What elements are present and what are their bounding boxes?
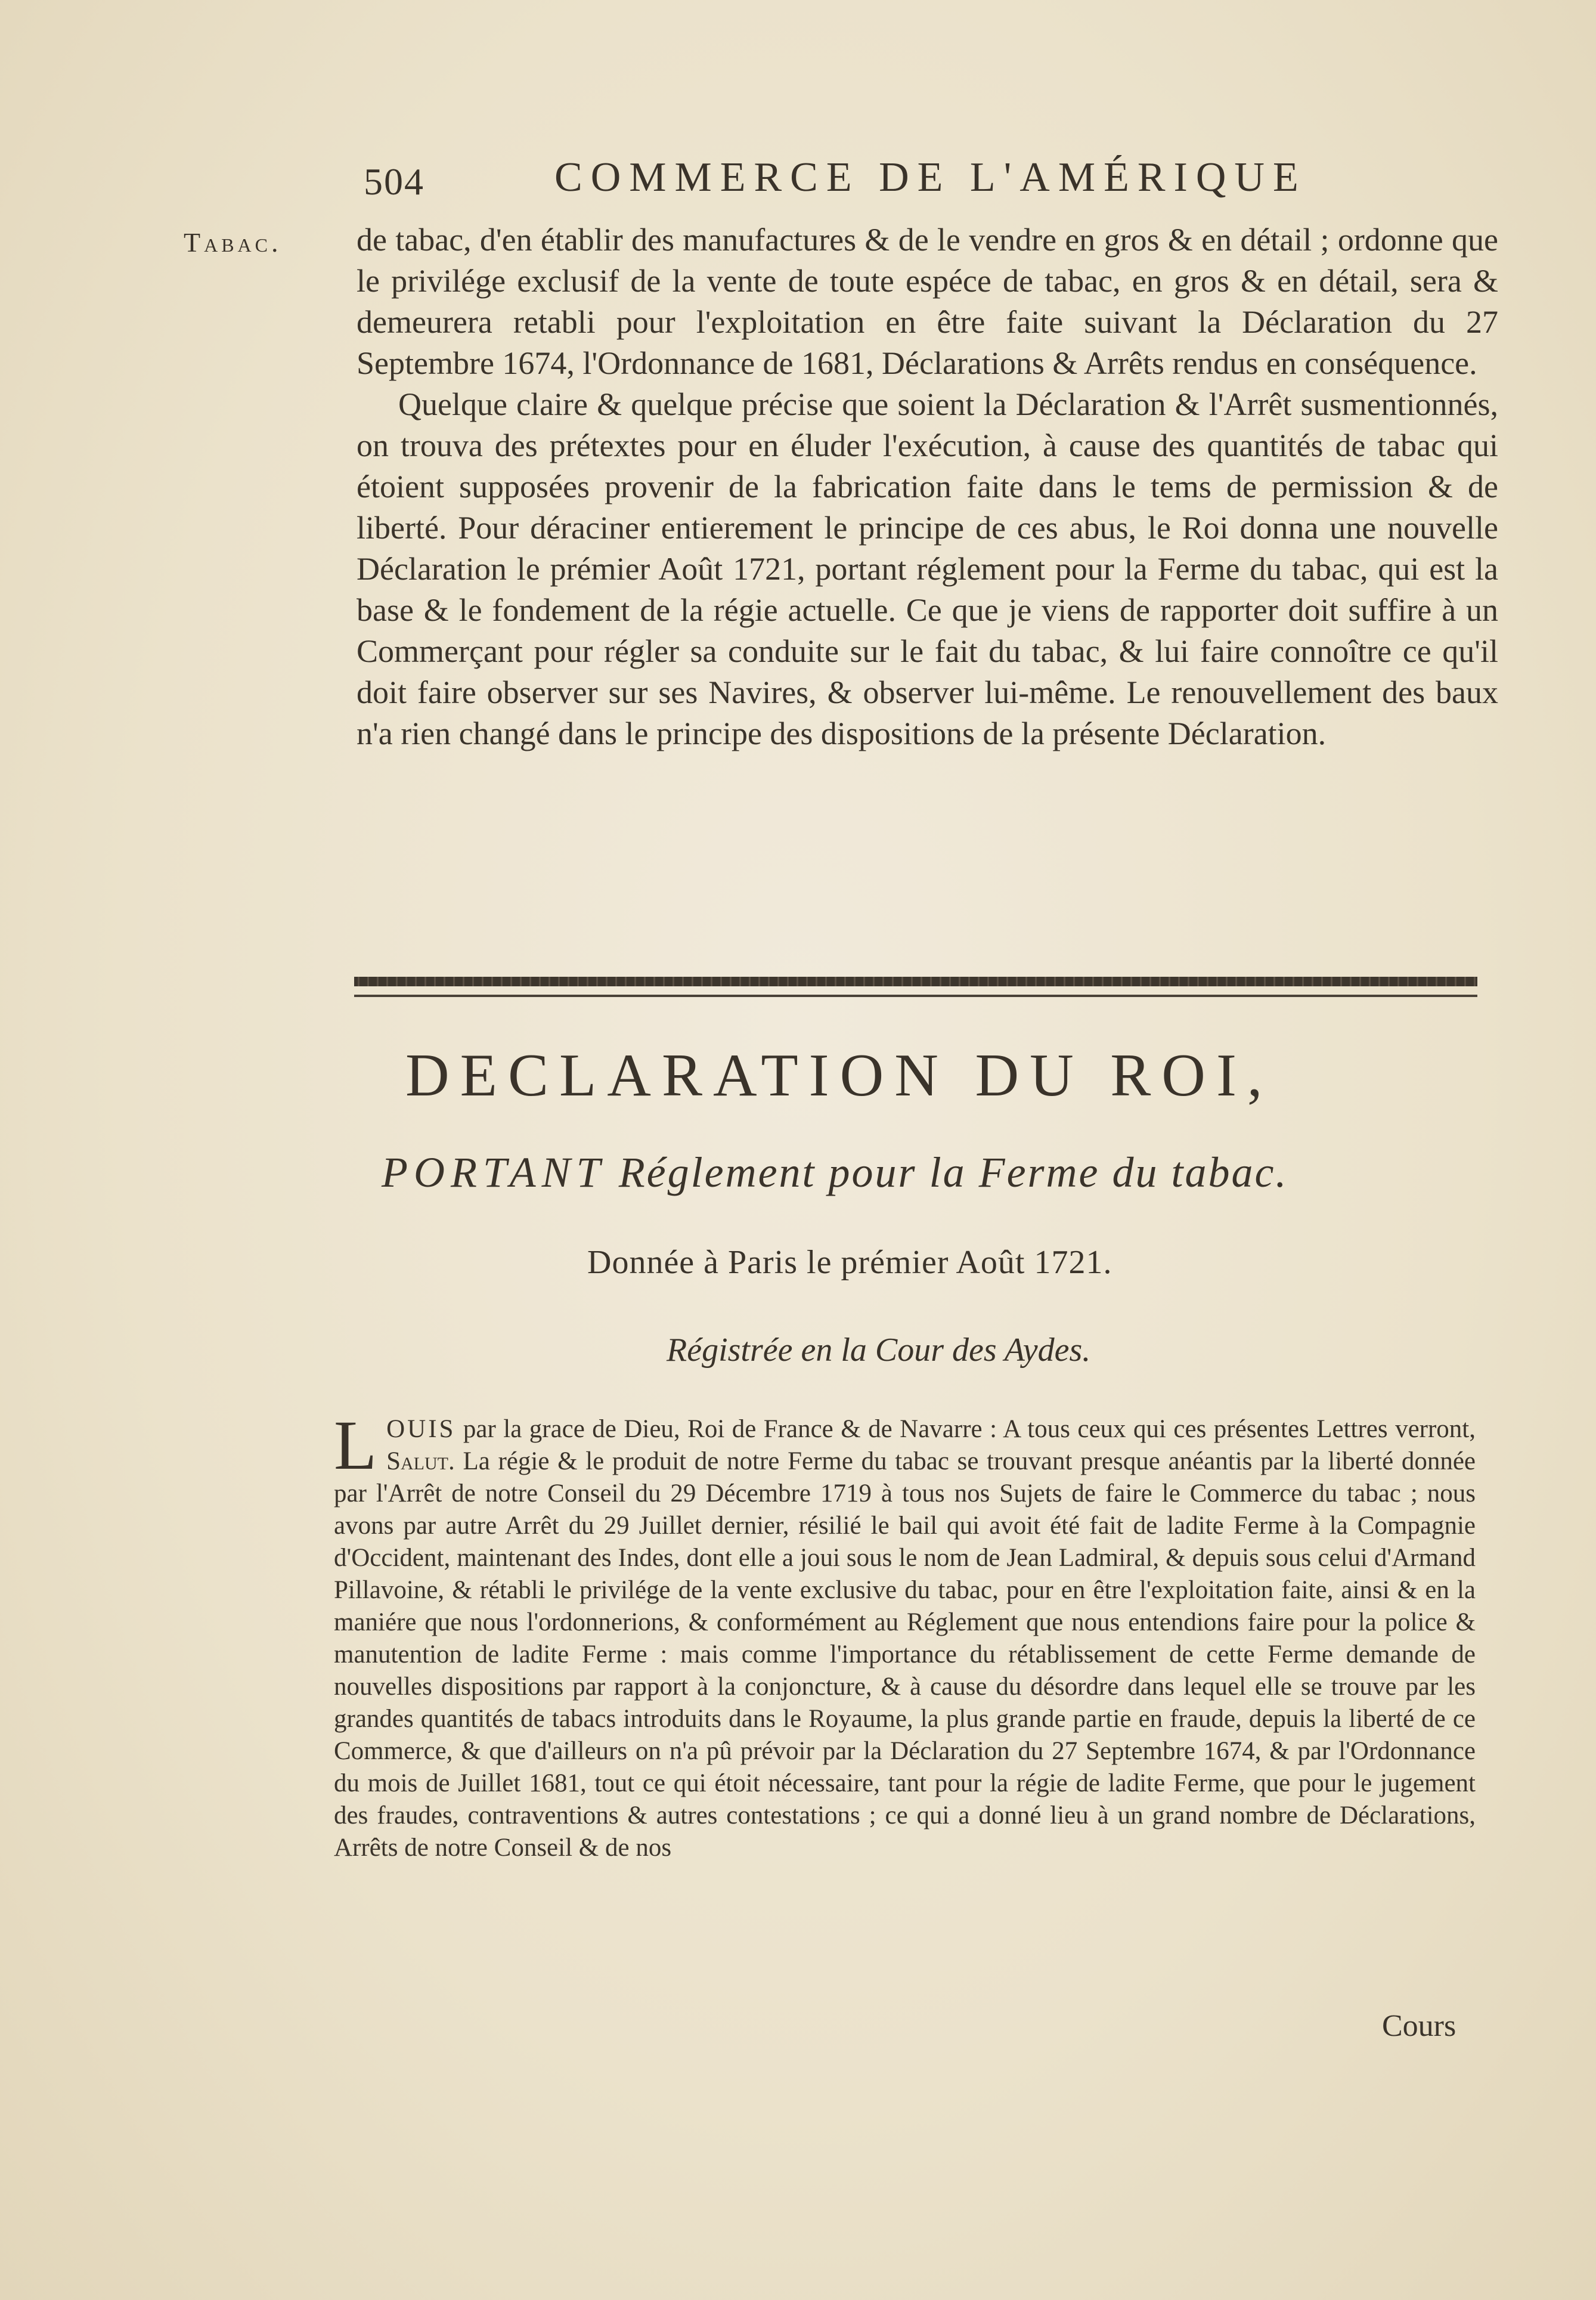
- margin-note: Tabac.: [184, 227, 282, 258]
- drop-cap: L: [334, 1406, 377, 1484]
- paragraph-1: de tabac, d'en établir des manufactures & de le vendre en gros & en détail ; ordonne que le privilége exclusif de la vente de toute espéce de tabac, en gros & en détail, sera & demeurera retabli pour l'exploitation en être faite suivant la Déclaration du 27 Septembre 1674, l'Ordonnance de 1681, Déclarations & Arrêts rendus en conséquence.: [357, 222, 1498, 381]
- declaration-body: [334, 1406, 1476, 1864]
- lead-word: OUIS: [386, 1415, 456, 1443]
- declaration-date: Donnée à Paris le prémier Août 1721.: [587, 1244, 1112, 1281]
- body-text-b: La régie & le produit de notre Ferme du tabac se trouvant presque anéantis par la liberté donnée par l'Arrêt de notre Conseil du 29 Décembre 1719 à tous nos Sujets de faire le Commerce du tabac ; nous avons par autre Arrêt du 29 Juillet dernier, résilié le bail qui avoit été fait de ladite Ferme à la Compagnie d'Occident, maintenant des Indes, dont elle a joui sous le nom de Jean Ladmiral, & depuis sous celui d'Armand Pillavoine, & rétabli le privilége de la vente exclusive du tabac, pour en être l'exploitation faite, ainsi & en la maniére que nous l'ordonnerions, & conformément au Réglement que nous entendions faire pour la police & manutention de ladite Ferme : mais comme l'importance du rétablissement de cette Ferme demande de nouvelles dispositions par rapport à la conjoncture, & à cause du désordre dans lequel elle se trouve par les grandes quantités de tabacs introduits dans le Royaume, la plus grande partie en fraude, depuis la liberté de ce Commerce, & que d'ailleurs on n'a pû prévoir par la Déclaration du 27 Septembre 1674, & par l'Ordonnance du mois de Juillet 1681, tout ce qui étoit nécessaire, tant pour la régie de ladite Ferme, que pour le jugement des fraudes, contraventions & autres contestations ; ce qui a donné lieu à un grand nombre de Déclarations, Arrêts de notre Conseil & de nos: [334, 1447, 1476, 1862]
- running-head: COMMERCE DE L'AMÉRIQUE: [554, 154, 1307, 200]
- subtitle-rest: Réglement pour la Ferme du tabac.: [618, 1149, 1288, 1196]
- paragraph-2: Quelque claire & quelque précise que soient la Déclaration & l'Arrêt susmentionnés, on trouva des prétextes pour en éluder l'exécution, à cause des quantités de tabac qui étoient supposées provenir de la fabrication faite dans le tems de permission & de liberté. Pour déraciner entierement le principe de ces abus, le Roi donna une nouvelle Déclaration le prémier Août 1721, portant réglement pour la Ferme du tabac, qui est la base & le fondement de la régie actuelle. Ce que je viens de rapporter doit suffire à un Commerçant pour régler sa conduite sur le fait du tabac, & lui faire connoître ce qu'il doit faire observer sur ses Navires, & observer lui-même. Le renouvellement des baux n'a rien changé dans le principe des dispositions de la présente Déclaration.: [357, 386, 1498, 751]
- thin-rule: [354, 995, 1477, 997]
- salut-word: Salut.: [386, 1447, 455, 1475]
- subtitle-caps: PORTANT: [382, 1149, 606, 1196]
- catchword: Cours: [1382, 2009, 1456, 2043]
- page-header: [358, 154, 1371, 208]
- declaration-title: DECLARATION DU ROI,: [405, 1042, 1273, 1109]
- page-number: 504: [364, 160, 424, 203]
- declaration-registration: Régistrée en la Cour des Aydes.: [667, 1332, 1091, 1369]
- ornamental-rule: [354, 977, 1477, 986]
- body-text-a: par la grace de Dieu, Roi de France & de Navarre : A tous ceux qui ces présentes Lettres verront,: [463, 1415, 1476, 1443]
- declaration-subtitle: [382, 1148, 1288, 1197]
- upper-text: [357, 219, 1498, 754]
